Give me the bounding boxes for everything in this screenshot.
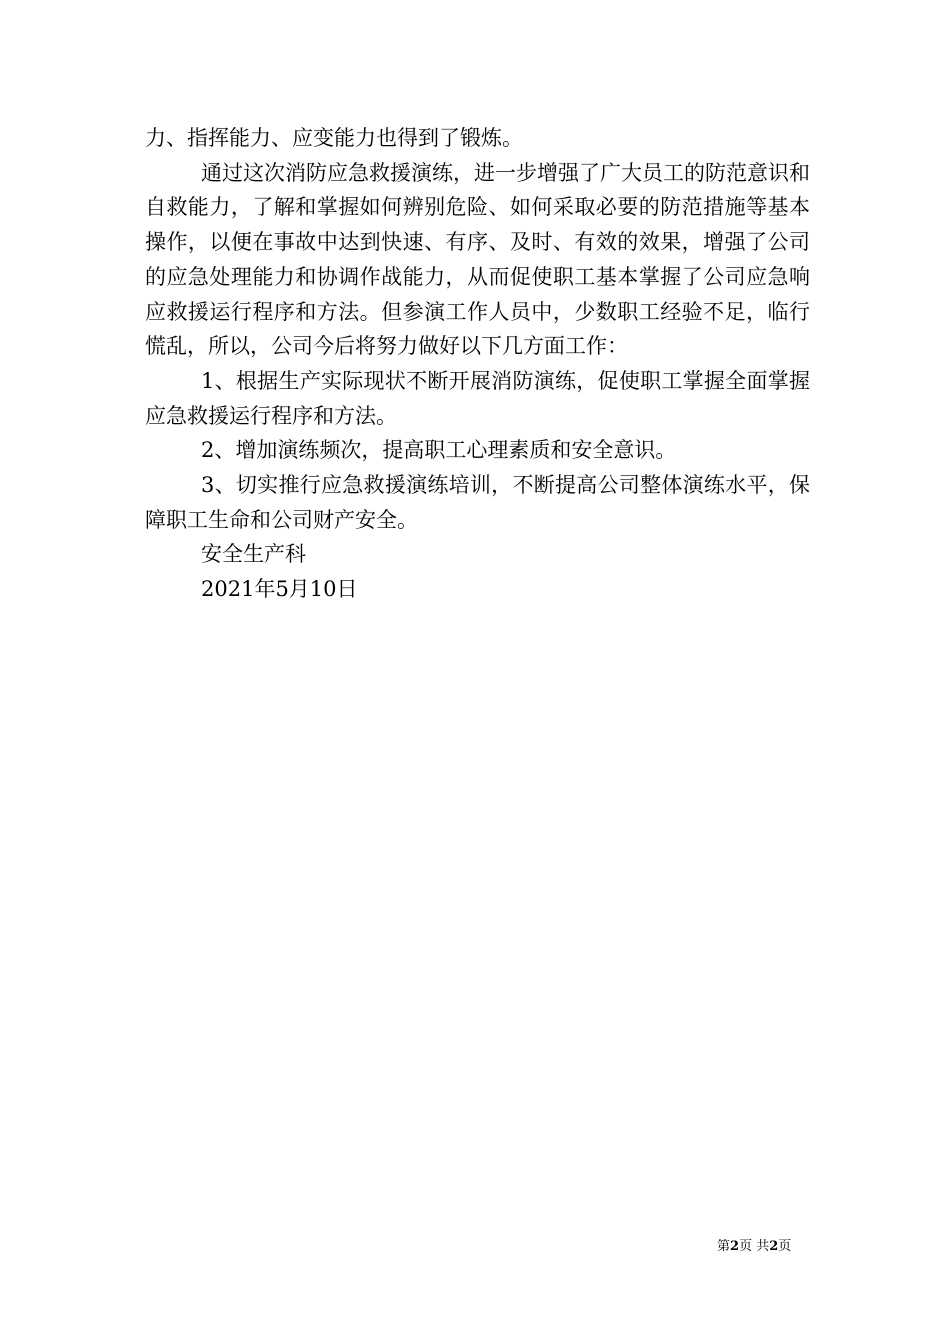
document-body: [145, 121, 810, 607]
footer-prefix: 第: [717, 1239, 731, 1254]
list-item-1: 1、根据生产实际现状不断开展消防演练，促使职工掌握全面掌握应急救援运行程序和方法。: [145, 368, 810, 428]
footer-current-page: 2: [730, 1239, 740, 1254]
page-number-footer: [717, 1239, 791, 1255]
footer-total-pages: 2: [769, 1239, 779, 1254]
footer-middle: 页 共: [739, 1239, 770, 1254]
signature-department: 安全生产科: [201, 542, 306, 567]
footer-suffix: 页: [778, 1239, 792, 1254]
list-item-3: 3、切实推行应急救援演练培训，不断提高公司整体演练水平，保障职工生命和公司财产安全。: [145, 473, 810, 532]
paragraph-summary: 通过这次消防应急救援演练，进一步增强了广大员工的防范意识和自救能力，了解和掌握如何辨别危险、如何采取必要的防范措施等基本操作，以便在事故中达到快速、有序、及时、有效的效果，增强了公司的应急处理能力和协调作战能力，从而促使职工基本掌握了公司应急响应救援运行程序和方法。但参演工作人员中，少数职工经验不足，临行慌乱，所以，公司今后将努力做好以下几方面工作：: [145, 160, 810, 359]
list-item-2: 2、增加演练频次，提高职工心理素质和安全意识。: [201, 438, 677, 463]
paragraph-continuation: 力、指挥能力、应变能力也得到了锻炼。: [145, 126, 523, 150]
signature-date: 2021年5月10日: [201, 577, 358, 602]
